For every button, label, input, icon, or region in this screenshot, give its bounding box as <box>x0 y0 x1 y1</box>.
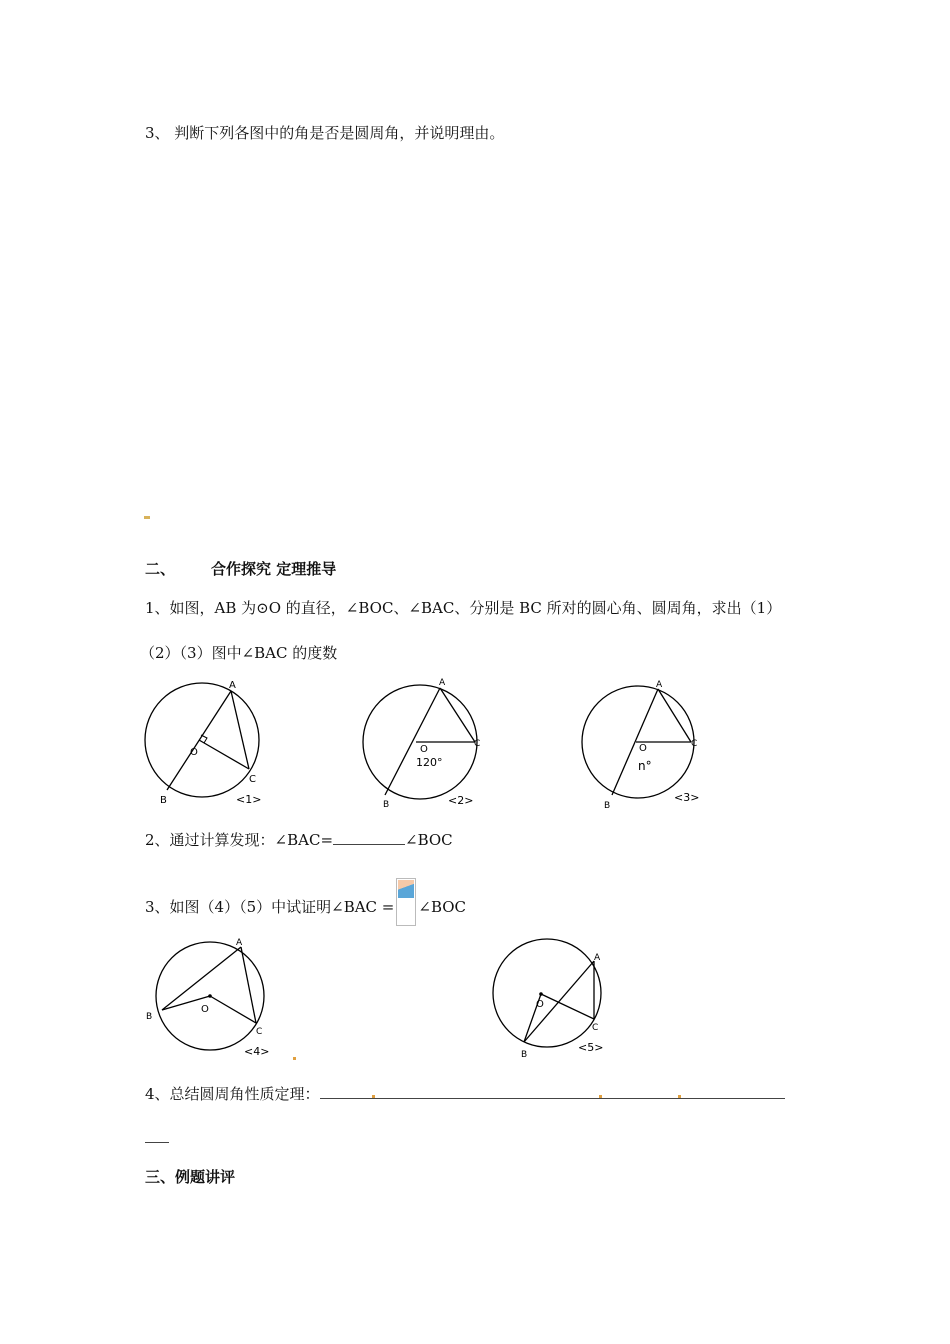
fig3-caption: <3> <box>674 791 700 804</box>
fig4-label-b: B <box>146 1012 153 1022</box>
section-2-heading <box>145 559 336 579</box>
fig3-angle-label: n° <box>638 759 652 773</box>
fig5-label-c: C <box>592 1023 599 1033</box>
fig3-label-a: A <box>656 680 663 690</box>
fig2-label-c: C <box>474 739 481 749</box>
fig4-label-c: C <box>256 1027 263 1037</box>
figure-4 <box>140 935 280 1060</box>
figure-5-diagram <box>486 932 616 1062</box>
problem-4 <box>145 1083 785 1104</box>
fig5-label-o: O <box>536 999 544 1010</box>
fig3-label-c: C <box>691 739 698 749</box>
problem-2-suffix: ∠BOC <box>405 831 453 849</box>
fig2-angle-label: 120° <box>416 756 443 769</box>
fig5-caption: <5> <box>578 1041 604 1054</box>
blank-marker-3 <box>678 1095 681 1098</box>
figure-2 <box>356 676 496 812</box>
problem-2-blank[interactable] <box>333 829 405 845</box>
problem-3-prefix: 3、如图（4）（5）中试证明∠BAC = <box>145 898 395 916</box>
fig2-label-a: A <box>439 678 446 688</box>
fig4-label-o: O <box>201 1004 209 1015</box>
fig2-label-b: B <box>383 800 390 810</box>
figure-4-diagram <box>140 935 280 1060</box>
broken-image-icon <box>398 880 414 898</box>
stray-dot-marker <box>293 1057 296 1060</box>
problem-3 <box>145 878 466 926</box>
fig5-label-b: B <box>521 1050 528 1060</box>
fraction-image-placeholder <box>396 878 416 926</box>
fig1-label-b: B <box>160 795 167 806</box>
figure-5 <box>486 932 616 1062</box>
figure-2-diagram <box>356 676 496 812</box>
section-2-title: 合作探究 定理推导 <box>211 560 337 578</box>
blank-marker-2 <box>599 1095 602 1098</box>
fig4-label-a: A <box>236 938 243 948</box>
figure-3-diagram <box>576 676 716 812</box>
problem-3-suffix: ∠BOC <box>418 898 467 916</box>
anchor-marker <box>144 516 150 519</box>
fig1-label-a: A <box>229 680 236 691</box>
fig2-caption: <2> <box>448 794 474 807</box>
figure-3 <box>576 676 716 812</box>
fig5-label-a: A <box>594 953 601 963</box>
fig3-label-o: O <box>639 743 647 754</box>
problem-2-prefix: 2、通过计算发现：∠BAC= <box>145 831 334 849</box>
fig4-caption: <4> <box>244 1045 270 1058</box>
problem-1-line-2: （2）（3）图中∠BAC 的度数 <box>140 644 338 662</box>
fig1-label-o: O <box>190 747 198 758</box>
figure-1-diagram <box>138 676 278 812</box>
fig3-label-b: B <box>604 801 611 811</box>
problem-2 <box>145 829 453 850</box>
figure-1 <box>138 676 278 812</box>
fig1-caption: <1> <box>236 793 262 806</box>
blank-marker-1 <box>372 1095 375 1098</box>
section-3-heading: 三、例题讲评 <box>145 1168 236 1186</box>
problem-4-blank[interactable] <box>320 1083 785 1099</box>
fig1-label-c: C <box>249 774 256 785</box>
problem-4-blank-continuation[interactable] <box>145 1142 169 1143</box>
problem-4-prefix: 4、总结圆周角性质定理： <box>145 1085 320 1103</box>
fig2-label-o: O <box>420 744 428 755</box>
question-3-text: 3、 判断下列各图中的角是否是圆周角，并说明理由。 <box>145 124 505 142</box>
section-2-number: 二、 <box>145 560 176 578</box>
problem-1-line-1: 1、如图，AB 为⊙O 的直径，∠BOC、∠BAC、分别是 BC 所对的圆心角、圆周角，求出（1） <box>145 599 782 617</box>
